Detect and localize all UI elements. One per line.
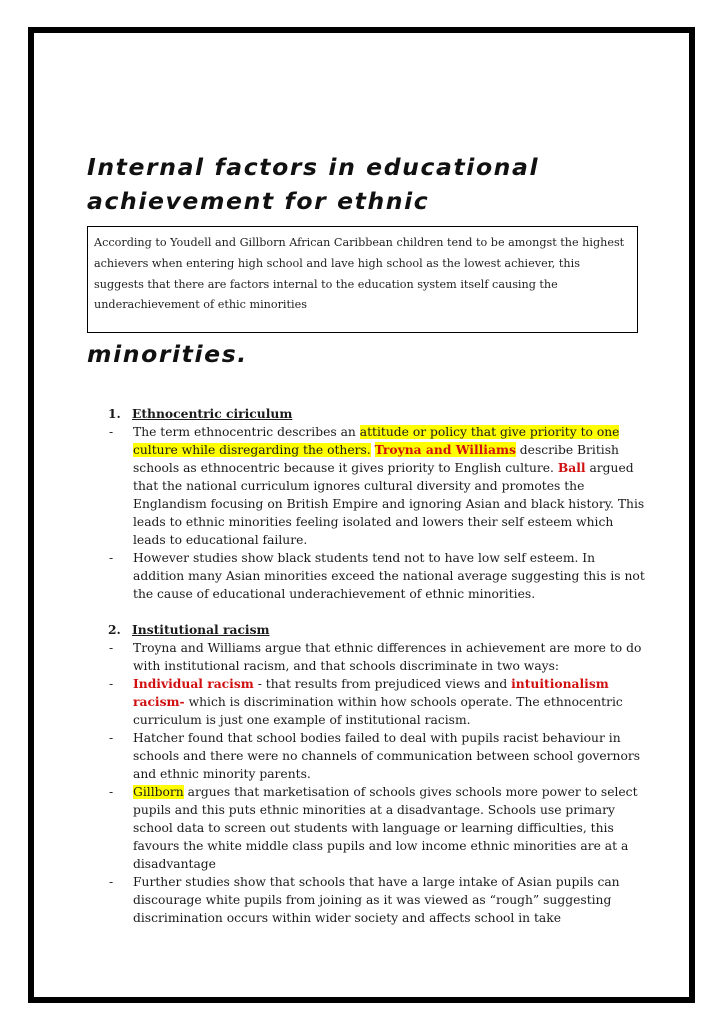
bullet-text xyxy=(133,783,648,873)
bullet-item xyxy=(108,549,648,603)
text-run: - that results from prejudiced views and xyxy=(253,677,512,691)
bullet-item xyxy=(108,783,648,873)
name-ball: Ball xyxy=(557,460,586,475)
bullet-dash: - xyxy=(109,641,114,655)
bullet-text xyxy=(133,423,648,549)
text-run: The term ethnocentric describes an xyxy=(133,425,360,439)
highlighted-name-troyna-williams: Troyna and Williams xyxy=(374,442,516,457)
bullet-dash: - xyxy=(109,677,114,691)
term-individual-racism: Individual racism xyxy=(133,676,254,691)
section-heading xyxy=(108,621,648,639)
intro-text-box: According to Youdell and Gillborn African Caribbean children tend to be amongst the highest achievers when entering high school and lave high school as the lowest achiever, this suggests that there are factors internal to the education system itself causing the underachievement of ethic minorities xyxy=(87,226,638,333)
section-institutional-racism xyxy=(108,621,648,927)
bullet-text: Hatcher found that school bodies failed to deal with pupils racist behaviour in schools and there were no channels of communication between school governors and ethnic minority parents. xyxy=(133,731,641,781)
bullet-dash: - xyxy=(109,875,114,889)
text-run: argues that marketisation of schools gives schools more power to select pupils and this puts ethnic minorities at a disadvantage. Schools use primary school data to screen out students with language or learning difficulties, this favours the white middle class pupils and low income ethnic minorities are at a disadvantage xyxy=(133,785,638,871)
bullet-item xyxy=(108,675,648,729)
bullet-text xyxy=(133,675,648,729)
section-title: Ethnocentric ciriculum xyxy=(132,406,293,421)
bullet-dash: - xyxy=(109,551,114,565)
bullet-item xyxy=(108,729,648,783)
title-line-1: Internal factors in educational xyxy=(87,153,540,181)
text-run: argued that the national curriculum ignores cultural diversity and promotes the Englandism focusing on British Empire and ignoring Asian and black history. This leads to ethnic minorities feeling isolated and lowers their self esteem which leads to educational failure. xyxy=(133,461,645,547)
title-line-2: achievement for ethnic xyxy=(87,187,430,215)
section-number: 2. xyxy=(108,622,121,637)
notes-content xyxy=(108,405,648,927)
title-line-3: minorities. xyxy=(87,340,248,368)
text-run: which is discrimination within how schools operate. The ethnocentric curriculum is just one example of institutional racism. xyxy=(133,695,623,727)
bullet-dash: - xyxy=(109,425,114,439)
section-ethnocentric-curriculum xyxy=(108,405,648,603)
highlighted-definition: attitude or policy that give priority to one culture while disregarding the others. xyxy=(133,425,620,457)
highlighted-name-gillborn: Gillborn xyxy=(133,785,184,799)
text-run: describe British schools as ethnocentric because it gives priority to English culture. xyxy=(133,443,619,475)
term-institutional-racism: intuitionalism racism- xyxy=(133,676,609,709)
section-heading xyxy=(108,405,648,423)
bullet-item xyxy=(108,873,648,927)
bullet-dash: - xyxy=(109,785,114,799)
bullet-text: However studies show black students tend not to have low self esteem. In addition many Asian minorities exceed the national average suggesting this is not the cause of educational underachievement of ethnic minorities. xyxy=(133,551,645,601)
bullet-item xyxy=(108,423,648,549)
section-title: Institutional racism xyxy=(132,622,270,637)
bullet-text: Troyna and Williams argue that ethnic differences in achievement are more to do with institutional racism, and that schools discriminate in two ways: xyxy=(133,641,642,673)
bullet-dash: - xyxy=(109,731,114,745)
bullet-text: Further studies show that schools that have a large intake of Asian pupils can discourage white pupils from joining as it was viewed as “rough” suggesting discrimination occurs within wider society and affects school in take xyxy=(133,875,620,925)
section-number: 1. xyxy=(108,406,121,421)
bullet-item xyxy=(108,639,648,675)
